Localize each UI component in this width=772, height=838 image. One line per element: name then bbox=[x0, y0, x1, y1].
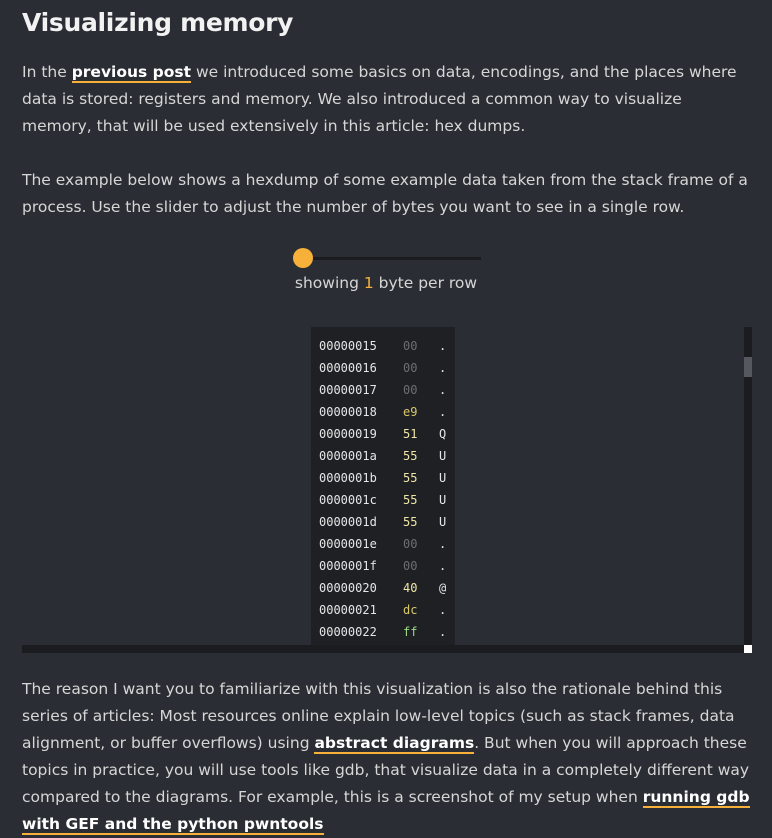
hexdump-byte: 40 bbox=[403, 581, 418, 595]
slider-caption bbox=[0, 274, 772, 292]
previous-post-link[interactable]: previous post bbox=[71, 63, 192, 81]
hexdump-row bbox=[311, 599, 455, 621]
hexdump-ascii: U bbox=[439, 471, 447, 485]
hexdump-row bbox=[311, 445, 455, 467]
hexdump-row bbox=[311, 511, 455, 533]
intro-text-after: we introduced some basics on data, encodings, and the places where data is stored: registers and memory. We also introduced a common way to visualize memory, that will be used extensively in this article: hex dumps. bbox=[22, 63, 737, 135]
hexdump-row bbox=[311, 467, 455, 489]
hexdump-byte: dc bbox=[403, 603, 418, 617]
hexdump-address: 0000001f bbox=[319, 559, 377, 573]
hexdump-viewer bbox=[22, 327, 752, 653]
hexdump-address: 0000001a bbox=[319, 449, 377, 463]
hexdump-address: 00000022 bbox=[319, 625, 377, 639]
hexdump-ascii: . bbox=[439, 603, 447, 617]
hexdump-byte: ff bbox=[403, 625, 418, 639]
hexdump-row bbox=[311, 489, 455, 511]
horizontal-scrollbar[interactable] bbox=[22, 645, 752, 653]
hexdump-ascii: Q bbox=[439, 427, 447, 441]
slider-knob[interactable] bbox=[293, 248, 313, 268]
hexdump-byte: e9 bbox=[403, 405, 418, 419]
article bbox=[0, 0, 772, 221]
hexdump-row bbox=[311, 621, 455, 643]
hexdump-ascii: . bbox=[439, 405, 447, 419]
hexdump-ascii: U bbox=[439, 493, 447, 507]
hexdump-row bbox=[311, 379, 455, 401]
rationale-paragraph bbox=[22, 676, 752, 838]
hexdump-byte: 00 bbox=[403, 383, 418, 397]
hexdump-row bbox=[311, 357, 455, 379]
hexdump-byte: 00 bbox=[403, 339, 418, 353]
hexdump-ascii: . bbox=[439, 339, 447, 353]
hexdump-byte: 55 bbox=[403, 493, 418, 507]
hexdump-ascii: . bbox=[439, 625, 447, 639]
hexdump-address: 0000001d bbox=[319, 515, 377, 529]
intro-paragraph bbox=[22, 59, 750, 140]
intro-text-before: In the bbox=[22, 63, 72, 81]
hexdump-byte: 51 bbox=[403, 427, 418, 441]
hexdump-row bbox=[311, 423, 455, 445]
hexdump-ascii: @ bbox=[439, 581, 447, 595]
hexdump-byte: 55 bbox=[403, 471, 418, 485]
hexdump-address: 00000018 bbox=[319, 405, 377, 419]
hexdump-row bbox=[311, 335, 455, 357]
abstract-diagrams-link[interactable]: abstract diagrams bbox=[314, 734, 475, 752]
hexdump-row bbox=[311, 401, 455, 423]
hexdump-address: 00000021 bbox=[319, 603, 377, 617]
hexdump-address: 0000001e bbox=[319, 537, 377, 551]
hexdump-byte: 55 bbox=[403, 515, 418, 529]
hexdump-address: 00000019 bbox=[319, 427, 377, 441]
hexdump-rows bbox=[311, 327, 455, 643]
vertical-scrollbar-thumb[interactable] bbox=[744, 357, 752, 377]
hexdump-ascii: U bbox=[439, 515, 447, 529]
rationale-text-2: . But when you will approach these topics in practice, you will use tools like gdb, that visualize data in a completely different way compared to the diagrams. For example, this is a screenshot of my setup when bbox=[22, 734, 750, 806]
scrollbar-corner bbox=[744, 645, 752, 653]
slider-track[interactable] bbox=[301, 257, 481, 260]
hexdump-ascii: . bbox=[439, 537, 447, 551]
hexdump-address: 0000001c bbox=[319, 493, 377, 507]
slider-caption-suffix: byte per row bbox=[373, 274, 478, 292]
hexdump-ascii: U bbox=[439, 449, 447, 463]
hexdump-address: 00000020 bbox=[319, 581, 377, 595]
hexdump-address: 00000016 bbox=[319, 361, 377, 375]
hexdump-address: 00000015 bbox=[319, 339, 377, 353]
hexdump-address: 00000017 bbox=[319, 383, 377, 397]
hexdump-byte: 00 bbox=[403, 537, 418, 551]
hexdump-description-paragraph: The example below shows a hexdump of some example data taken from the stack frame of a process. Use the slider to adjust the number of bytes you want to see in a single row. bbox=[22, 171, 748, 216]
hexdump-panel bbox=[311, 327, 455, 645]
hexdump-byte: 55 bbox=[403, 449, 418, 463]
bytes-per-row-slider[interactable] bbox=[293, 247, 481, 271]
section-heading: Visualizing memory bbox=[22, 8, 294, 37]
rationale-section bbox=[22, 676, 752, 838]
vertical-scrollbar[interactable] bbox=[744, 327, 752, 645]
gdb-gef-pwntools-link[interactable]: running gdb with GEF and the python pwntools bbox=[22, 788, 750, 833]
hexdump-address: 0000001b bbox=[319, 471, 377, 485]
hexdump-byte: 00 bbox=[403, 559, 418, 573]
hexdump-ascii: . bbox=[439, 383, 447, 397]
slider-caption-prefix: showing bbox=[294, 274, 364, 292]
hexdump-byte: 00 bbox=[403, 361, 418, 375]
hexdump-ascii: . bbox=[439, 361, 447, 375]
hexdump-row bbox=[311, 555, 455, 577]
hexdump-row bbox=[311, 577, 455, 599]
hexdump-row bbox=[311, 533, 455, 555]
slider-value: 1 bbox=[363, 274, 374, 292]
hexdump-ascii: . bbox=[439, 559, 447, 573]
rationale-text-1: The reason I want you to familiarize with this visualization is also the rationale behind this series of articles: Most resources online explain low-level topics (such as stack frames, data alignment, or buffer overflows) using bbox=[22, 680, 735, 752]
